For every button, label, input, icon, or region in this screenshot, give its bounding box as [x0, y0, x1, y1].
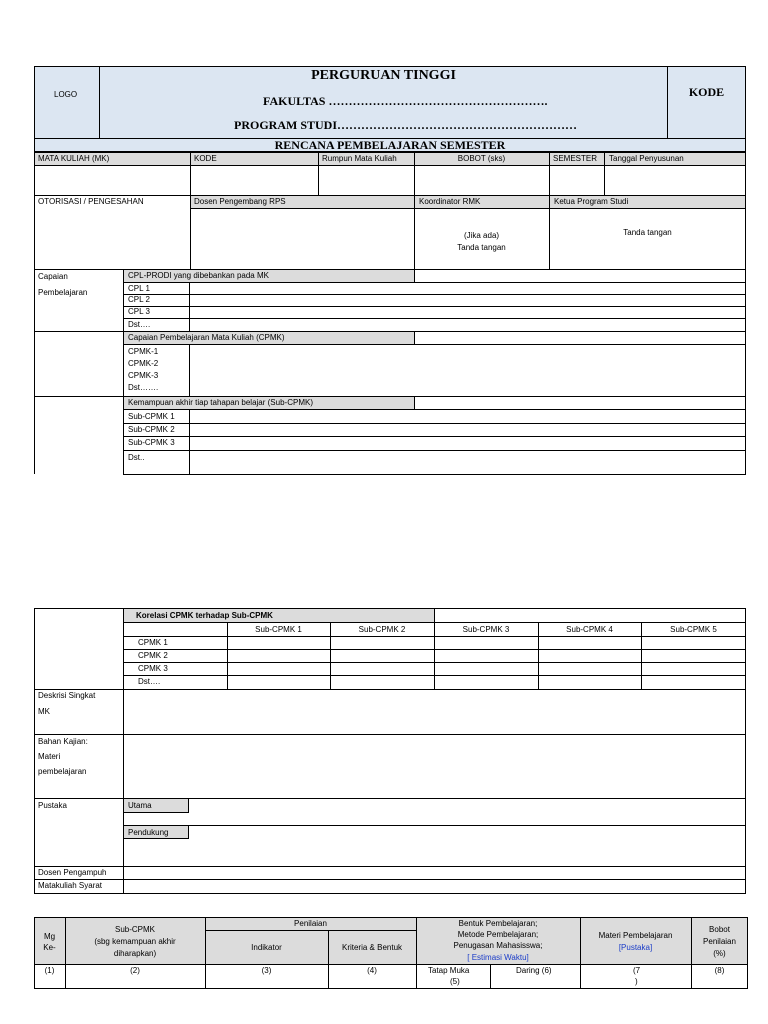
col-mg-label: Mg: [43, 932, 56, 941]
col-kriteria-label: Kriteria & Bentuk: [341, 943, 403, 952]
course-semester-label: SEMESTER: [553, 154, 598, 163]
program-name: PROGRAM STUDI……………………………………………………: [234, 118, 578, 132]
approval-label: OTORISASI / PENGESAHAN: [38, 197, 144, 206]
col-number: (2): [130, 966, 140, 975]
col-number: Daring (6): [516, 966, 552, 975]
course-mk-label: MATA KULIAH (MK): [38, 154, 110, 163]
col-sub-cpmk-label-2: (sbg kemampuan akhir: [94, 937, 176, 946]
deskripsi-label-2: MK: [38, 707, 50, 716]
course-bobot-label: BOBOT (sks): [457, 154, 506, 163]
cpmk-item: CPMK-3: [128, 371, 159, 380]
approval-ketua-label: Ketua Program Studi: [554, 197, 629, 206]
col-sub-cpmk-label-3: diharapkan): [113, 949, 157, 958]
cpmk-item: CPMK-2: [128, 359, 159, 368]
capaian-label-2: Pembelajaran: [38, 288, 88, 297]
col-bentuk-label-2: Metode Pembelajaran;: [457, 930, 539, 939]
course-kode-label: KODE: [194, 154, 217, 163]
col-number: (4): [367, 966, 377, 975]
col-number: (7: [633, 966, 641, 975]
course-tanggal-label: Tanggal Penyusunan: [609, 154, 684, 163]
sub-cpmk-header: Kemampuan akhir tiap tahapan belajar (Sub-CPMK): [128, 398, 313, 407]
korelasi-row-label: Dst….: [138, 677, 161, 686]
col-indikator-label: Indikator: [251, 943, 282, 952]
korelasi-row-label: CPMK 3: [138, 664, 168, 673]
deskripsi-label: Deskrisi Singkat: [38, 691, 96, 700]
cpl-item: CPL 2: [128, 295, 150, 304]
col-bobot-label-3: (%): [713, 949, 726, 958]
col-bentuk-label-3: Penugasan Mahasisswa;: [453, 941, 543, 950]
pustaka-label: Pustaka: [38, 801, 67, 810]
korelasi-column-header: Sub-CPMK 4: [566, 625, 613, 634]
approval-jika-ada: (Jika ada): [463, 231, 500, 240]
col-sub-cpmk-label: Sub-CPMK: [114, 925, 155, 934]
cpmk-item: CPMK-1: [128, 347, 159, 356]
course-rumpun-label: Rumpun Mata Kuliah: [322, 154, 397, 163]
col-mg-label-2: Ke-: [43, 943, 56, 952]
col-number: (5): [450, 977, 460, 986]
korelasi-column-header: Sub-CPMK 1: [255, 625, 302, 634]
col-pustaka-label: [Pustaka]: [618, 943, 653, 952]
korelasi-row-label: CPMK 1: [138, 638, 168, 647]
approval-signature-koordinator: Tanda tangan: [457, 243, 506, 252]
approval-signature-ketua: Tanda tangan: [623, 228, 672, 237]
code-label: KODE: [688, 85, 725, 99]
col-number: ): [635, 977, 638, 986]
col-bentuk-label: Bentuk Pembelajaran;: [458, 919, 538, 928]
bahan-kajian-label: Bahan Kajian:: [38, 737, 88, 746]
col-number: Tatap Muka: [428, 966, 470, 975]
korelasi-row-label: CPMK 2: [138, 651, 168, 660]
sub-cpmk-item: Dst..: [128, 453, 145, 462]
col-number: (1): [44, 966, 55, 975]
col-penilaian-label: Penilaian: [294, 919, 327, 928]
col-bobot-label-2: Penilaian: [703, 937, 736, 946]
col-materi-label: Materi Pembelajaran: [598, 931, 673, 940]
korelasi-title: Korelasi CPMK terhadap Sub-CPMK: [136, 611, 273, 620]
sub-cpmk-item: Sub-CPMK 1: [128, 412, 175, 421]
korelasi-column-header: Sub-CPMK 5: [670, 625, 717, 634]
col-number: (8): [714, 966, 725, 975]
approval-koordinator-label: Koordinator RMK: [419, 197, 481, 206]
korelasi-column-header: Sub-CPMK 3: [462, 625, 510, 634]
col-estimasi-label: [ Estimasi Waktu]: [467, 953, 529, 962]
col-number: (3): [261, 966, 272, 975]
sub-cpmk-item: Sub-CPMK 2: [128, 425, 175, 434]
logo: LOGO: [54, 90, 78, 99]
col-bobot-label: Bobot: [709, 925, 730, 934]
university-name: PERGURUAN TINGGI: [311, 68, 456, 83]
pustaka-utama-label: Utama: [128, 801, 152, 810]
cpl-item: CPL 3: [128, 307, 150, 316]
faculty-name: FAKULTAS ……………………………………………….: [263, 94, 548, 108]
doc-title: RENCANA PEMBELAJARAN SEMESTER: [274, 138, 506, 152]
sub-cpmk-item: Sub-CPMK 3: [128, 438, 175, 447]
cpmk-header: Capaian Pembelajaran Mata Kuliah (CPMK): [128, 333, 285, 342]
dosen-pengampu-label: Dosen Pengampuh: [38, 868, 107, 877]
bahan-kajian-label-3: pembelajaran: [38, 767, 87, 776]
cpmk-item: Dst…….: [128, 383, 159, 392]
bahan-kajian-label-2: Materi: [38, 752, 61, 761]
pustaka-pendukung-label: Pendukung: [128, 828, 169, 837]
capaian-label-1: Capaian: [38, 272, 68, 281]
matakuliah-syarat-label: Matakuliah Syarat: [38, 881, 103, 890]
cpl-item: Dst….: [128, 320, 151, 329]
cpl-item: CPL 1: [128, 284, 150, 293]
korelasi-column-header: Sub-CPMK 2: [358, 625, 406, 634]
cpl-header: CPL-PRODI yang dibebankan pada MK: [128, 271, 269, 280]
approval-dosen-label: Dosen Pengembang RPS: [194, 197, 286, 206]
